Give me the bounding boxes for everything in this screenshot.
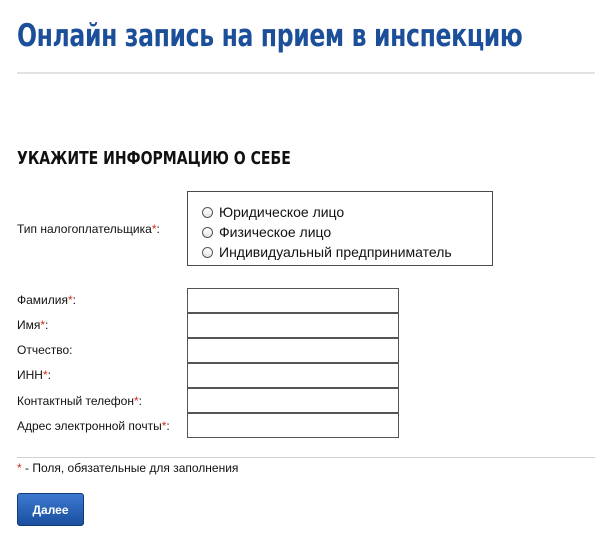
radio-label-individual[interactable]: Физическое лицо bbox=[219, 224, 332, 240]
phone-label: Контактный телефон*: bbox=[17, 394, 142, 408]
title-divider bbox=[17, 72, 595, 74]
radio-label-entrepreneur[interactable]: Индивидуальный предприниматель bbox=[219, 244, 452, 260]
last-name-label: Фамилия*: bbox=[17, 293, 76, 307]
form-divider bbox=[17, 457, 595, 458]
first-name-input[interactable] bbox=[187, 313, 399, 338]
taxpayer-type-label: Тип налогоплательщика*: bbox=[17, 222, 160, 236]
radio-button-individual[interactable] bbox=[202, 227, 213, 238]
taxpayer-type-label-text: Тип налогоплательщика bbox=[17, 222, 152, 236]
section-heading: УКАЖИТЕ ИНФОРМАЦИЮ О СЕБЕ bbox=[17, 148, 291, 169]
radio-label-legal-entity[interactable]: Юридическое лицо bbox=[219, 204, 345, 220]
email-label: Адрес электронной почты*: bbox=[17, 419, 170, 433]
inn-input[interactable] bbox=[187, 363, 399, 388]
phone-label-text: Контактный телефон bbox=[17, 394, 134, 408]
required-mark: * bbox=[151, 222, 157, 236]
email-label-text: Адрес электронной почты bbox=[17, 419, 162, 433]
required-mark: * bbox=[161, 419, 167, 433]
patronymic-input[interactable] bbox=[187, 338, 399, 363]
inn-label-text: ИНН bbox=[17, 368, 43, 382]
patronymic-label: Отчество: bbox=[17, 343, 73, 357]
next-button[interactable]: Далее bbox=[17, 493, 84, 526]
radio-option-individual[interactable] bbox=[188, 222, 492, 242]
last-name-label-text: Фамилия bbox=[17, 293, 68, 307]
radio-button-legal-entity[interactable] bbox=[202, 207, 213, 218]
required-mark: * bbox=[40, 318, 46, 332]
required-fields-note bbox=[17, 461, 238, 476]
page-title: Онлайн запись на прием в инспекцию bbox=[17, 18, 523, 54]
email-input[interactable] bbox=[187, 413, 399, 438]
radio-option-legal-entity[interactable] bbox=[188, 202, 492, 222]
required-note-text: - Поля, обязательные для заполнения bbox=[21, 461, 239, 475]
last-name-input[interactable] bbox=[187, 288, 399, 313]
required-mark: * bbox=[42, 368, 48, 382]
radio-option-entrepreneur[interactable] bbox=[188, 242, 492, 262]
radio-button-entrepreneur[interactable] bbox=[202, 247, 213, 258]
first-name-label: Имя*: bbox=[17, 318, 49, 332]
inn-label: ИНН*: bbox=[17, 368, 51, 382]
first-name-label-text: Имя bbox=[17, 318, 41, 332]
required-mark: * bbox=[67, 293, 73, 307]
required-mark: * bbox=[17, 461, 22, 475]
phone-input[interactable] bbox=[187, 388, 399, 413]
taxpayer-type-radio-group bbox=[187, 191, 493, 266]
required-mark: * bbox=[133, 394, 139, 408]
